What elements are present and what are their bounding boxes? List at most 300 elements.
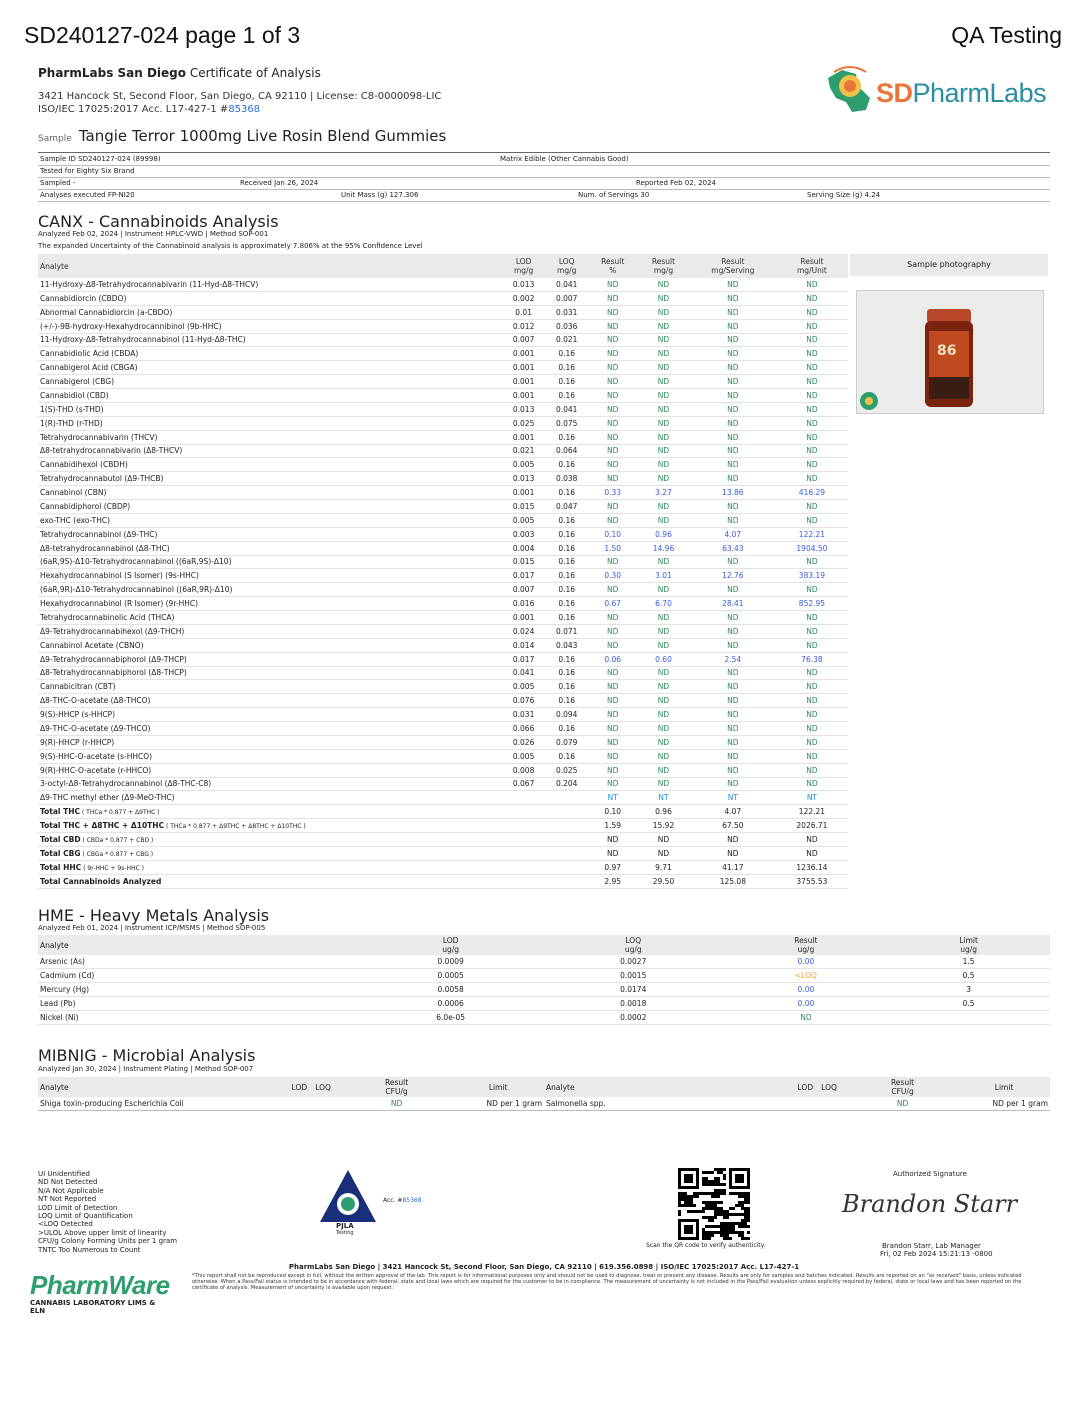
cell-value: ND (690, 680, 776, 694)
cell-value: ND (776, 777, 848, 791)
iso-line (38, 104, 260, 115)
cell-value: ND (690, 319, 776, 333)
total-name: Total THC (40, 807, 80, 817)
cell-value: 122.21 (776, 527, 848, 541)
cell-value: ND (690, 749, 776, 763)
analyte-name: Δ8-tetrahydrocannabivarin (Δ8-THCV) (38, 444, 502, 458)
cell-value: 0.014 (502, 638, 545, 652)
analyte-name: Cannabinol Acetate (CBNO) (38, 638, 502, 652)
analyte-name: Δ8-tetrahydrocannabinol (Δ8-THC) (38, 541, 502, 555)
hme-col-result: Result ug/g (725, 935, 888, 955)
cell-value: 0.16 (545, 694, 588, 708)
legend-item: N/A Not Applicable (38, 1186, 104, 1195)
total-formula: ( 9r-HHC + 9s-HHC ) (81, 864, 145, 872)
cell-value: ND (588, 777, 637, 791)
cell-value: ND (637, 555, 690, 569)
table-row (38, 527, 848, 541)
cell-value: 12.76 (690, 569, 776, 583)
cell-value: 0.013 (502, 472, 545, 486)
cell-value: 0.005 (502, 680, 545, 694)
cell-value: ND (588, 666, 637, 680)
analyte-name: Cannabidiol (CBD) (38, 389, 502, 403)
total-formula: ( CBDa * 0.877 + CBD ) (80, 836, 154, 844)
cell-value: ND (776, 361, 848, 375)
cell-value: 0.067 (502, 777, 545, 791)
cell-value: 0.021 (545, 333, 588, 347)
legend-item: NT Not Reported (38, 1195, 97, 1204)
hme-meta: Analyzed Feb 01, 2024 | Instrument ICP/MSMS | Method SOP-005 (38, 924, 266, 932)
cell-value: 0.16 (545, 652, 588, 666)
cell-value: 0.16 (545, 375, 588, 389)
hme-col-loq: LOQ ug/g (542, 935, 725, 955)
cell-value: 0.0002 (542, 1011, 725, 1025)
cell-value: ND (776, 430, 848, 444)
cell-value: 0.16 (545, 389, 588, 403)
acc-label: Acc. # (383, 1197, 403, 1204)
cell-value: 0.16 (545, 430, 588, 444)
sampled: Sampled - (40, 179, 76, 187)
cell-value: 0.013 (502, 278, 545, 291)
cell-value: 0.00 (725, 955, 888, 969)
cell-value: 852.95 (776, 597, 848, 611)
cell-value: 0.16 (545, 361, 588, 375)
table-row (38, 375, 848, 389)
cell-value: 0.0174 (542, 983, 725, 997)
cell-value: ND (637, 333, 690, 347)
total-row (38, 846, 848, 860)
analyte-name: exo-THC (exo-THC) (38, 513, 502, 527)
empty-cell (502, 819, 545, 833)
cell-value: 0.012 (502, 319, 545, 333)
pharmware-text: PharmWare (30, 1270, 170, 1300)
cell-value: 0.16 (545, 749, 588, 763)
cell-value: 0.96 (637, 527, 690, 541)
mib-result-2: ND (847, 1097, 958, 1111)
empty-cell (545, 833, 588, 847)
cell-value: 28.41 (690, 597, 776, 611)
table-row (38, 389, 848, 403)
cell-value: ND (588, 694, 637, 708)
mib-header-row (38, 1077, 1050, 1097)
analyte-name: 1(S)-THD (s-THD) (38, 402, 502, 416)
cell-value: ND (725, 1011, 888, 1025)
cell-value: ND (776, 694, 848, 708)
hme-col-lod: LOD ug/g (359, 935, 542, 955)
empty-cell (502, 833, 545, 847)
sample-id: Sample ID SD240127-024 (89998) (40, 155, 161, 163)
total-label (38, 833, 502, 847)
table-row (38, 569, 848, 583)
cell-value: ND (690, 666, 776, 680)
canx-title: CANX - Cannabinoids Analysis (38, 212, 279, 231)
cell-value: ND (776, 638, 848, 652)
cell-value: 1904.50 (776, 541, 848, 555)
cell-value: 2.54 (690, 652, 776, 666)
cell-value: ND (776, 583, 848, 597)
logo-pharmlabs: PharmLabs (912, 78, 1047, 108)
cell-value: ND (776, 708, 848, 722)
cell-value: <LOQ (725, 969, 888, 983)
canx-meta: Analyzed Feb 02, 2024 | Instrument HPLC-VWD | Method SOP-001 (38, 230, 269, 238)
legend-item: >ULOL Above upper limit of linearity (38, 1228, 167, 1237)
metal-name: Lead (Pb) (38, 997, 359, 1011)
cell-value: ND (588, 763, 637, 777)
cell-value: 0.008 (502, 763, 545, 777)
unit-mass: Unit Mass (g) 127.306 (341, 191, 419, 199)
cell-value: ND (588, 347, 637, 361)
cell-value: ND (637, 583, 690, 597)
table-row (38, 555, 848, 569)
cell-value: ND (776, 347, 848, 361)
analyte-name: (6aR,9S)-Δ10-Tetrahydrocannabinol ((6aR,9S)-Δ10) (38, 555, 502, 569)
sample-name: Tangie Terror 1000mg Live Rosin Blend Gummies (78, 127, 447, 145)
num-servings: Num. of Servings 30 (578, 191, 650, 199)
cell-value: 383.19 (776, 569, 848, 583)
lab-header (38, 66, 321, 80)
mib-limit-2: ND per 1 gram (958, 1097, 1050, 1111)
cell-value: 0.036 (545, 319, 588, 333)
col-result-unit: Result mg/Unit (776, 254, 848, 278)
cell-value: ND (588, 375, 637, 389)
total-value: 2026.71 (776, 819, 848, 833)
cell-value: 0.0009 (359, 955, 542, 969)
analyte-name: Δ9-THC methyl ether (Δ9-MeO-THC) (38, 791, 502, 805)
cell-value: 0.094 (545, 708, 588, 722)
cell-value: ND (588, 361, 637, 375)
total-value: 0.10 (588, 805, 637, 819)
col-result-serving: Result mg/Serving (690, 254, 776, 278)
cell-value: 0.075 (545, 416, 588, 430)
cell-value: ND (690, 333, 776, 347)
cell-value: ND (776, 513, 848, 527)
pharmware-logo (30, 1270, 170, 1315)
cell-value: ND (588, 278, 637, 291)
cell-value: 0.0006 (359, 997, 542, 1011)
microbial-table (38, 1077, 1050, 1111)
cell-value: ND (588, 555, 637, 569)
analyte-name: 11-Hydroxy-Δ8-Tetrahydrocannabivarin (11-Hyd-Δ8-THCV) (38, 278, 502, 291)
qr-code-icon (678, 1168, 750, 1240)
cell-value: 6.70 (637, 597, 690, 611)
cell-value: ND (637, 444, 690, 458)
legend-item: ND Not Detected (38, 1178, 98, 1187)
cell-value: ND (588, 708, 637, 722)
cell-value: 3.27 (637, 486, 690, 500)
total-name: Total CBD (40, 834, 81, 844)
cell-value: ND (637, 472, 690, 486)
empty-cell (545, 860, 588, 874)
iso-link[interactable]: 85368 (228, 104, 261, 115)
total-value: 0.97 (588, 860, 637, 874)
disclaimer: *This report shall not be reproduced except in full, without the written approval of the lab. This report is for informational purposes only and should not be used to diagnose, treat or prevent any disease. Results are only for samples and batches indicated. Results are reported on an "as received" basis, unless indicated otherwise. When a Pass/Fail status is intended to be in accordance with federal, state and local laws which are required for the customer to be in compliance. The measurement of uncertainty is not included in the Pass/Fail evaluation unless explicitly required by federal, state or local laws and has been reported on the certificate of analysis. Measurement of uncertainty is available upon request. (192, 1273, 1022, 1291)
cell-value: 0.16 (545, 611, 588, 625)
cell-value: ND (637, 305, 690, 319)
cell-value: ND (776, 624, 848, 638)
cell-value: ND (690, 402, 776, 416)
cell-value: ND (690, 583, 776, 597)
table-row (38, 694, 848, 708)
table-row (38, 749, 848, 763)
cell-value: 0.047 (545, 500, 588, 514)
cell-value: 0.0058 (359, 983, 542, 997)
total-value: ND (776, 833, 848, 847)
cell-value: ND (776, 680, 848, 694)
table-row (38, 333, 848, 347)
total-value: 15.92 (637, 819, 690, 833)
photo-header: Sample photography (850, 254, 1048, 276)
total-value: 0.96 (637, 805, 690, 819)
metal-name: Arsenic (As) (38, 955, 359, 969)
table-row (38, 708, 848, 722)
analyte-name: Cannabigerol (CBG) (38, 375, 502, 389)
total-label (38, 874, 502, 888)
total-value: 3755.53 (776, 874, 848, 888)
total-value: 1236.14 (776, 860, 848, 874)
cell-value: 0.031 (545, 305, 588, 319)
cell-value: 0.015 (502, 555, 545, 569)
total-value: 41.17 (690, 860, 776, 874)
analyte-name: 9(S)-HHC-O-acetate (s-HHCO) (38, 749, 502, 763)
cell-value: ND (637, 777, 690, 791)
cell-value: ND (637, 722, 690, 736)
page-id: SD240127-024 page 1 of 3 (24, 22, 301, 48)
cell-value: 3.01 (637, 569, 690, 583)
total-label (38, 860, 502, 874)
analyte-name: Cannabigerol Acid (CBGA) (38, 361, 502, 375)
table-row (38, 458, 848, 472)
cell-value: ND (588, 416, 637, 430)
mib-analyte-2: Salmonella spp. (544, 1097, 791, 1111)
cell-value: 0.026 (502, 735, 545, 749)
mib-lod (285, 1097, 313, 1111)
mib-meta: Analyzed Jan 30, 2024 | Instrument Plating | Method SOP-007 (38, 1065, 254, 1073)
cell-value (545, 791, 588, 805)
cell-value: ND (637, 347, 690, 361)
cell-value: ND (637, 375, 690, 389)
cell-value: 0.16 (545, 666, 588, 680)
sign-date: Fri, 02 Feb 2024 15:21:13 -0800 (880, 1250, 993, 1258)
total-row (38, 833, 848, 847)
svg-text:86: 86 (937, 343, 957, 359)
cell-value: ND (588, 389, 637, 403)
mib-col-result-2: Result CFU/g (847, 1077, 958, 1097)
empty-cell (502, 805, 545, 819)
canx-uncertainty: The expanded Uncertainty of the Cannabinoid analysis is approximately 7.806% at the 95% Confidence Level (38, 242, 423, 250)
cell-value: ND (776, 444, 848, 458)
cell-value: ND (690, 472, 776, 486)
pjla-triangle-icon (318, 1168, 378, 1224)
analyte-name: Tetrahydrocannabivarin (THCV) (38, 430, 502, 444)
table-row (38, 666, 848, 680)
cell-value: ND (690, 361, 776, 375)
cell-value: ND (776, 458, 848, 472)
cell-value: ND (588, 722, 637, 736)
cell-value: ND (637, 416, 690, 430)
metal-name: Mercury (Hg) (38, 983, 359, 997)
total-value: 29.50 (637, 874, 690, 888)
cell-value: 0.013 (502, 402, 545, 416)
cell-value: ND (776, 416, 848, 430)
cell-value: ND (776, 749, 848, 763)
legend-item: CFU/g Colony Forming Units per 1 gram (38, 1237, 178, 1246)
cell-value: ND (637, 278, 690, 291)
doc-type: Certificate of Analysis (189, 66, 321, 80)
cell-value: 0.024 (502, 624, 545, 638)
reported: Reported Feb 02, 2024 (636, 179, 716, 187)
cell-value: ND (690, 777, 776, 791)
total-row (38, 805, 848, 819)
cell-value: ND (690, 444, 776, 458)
cell-value: ND (588, 749, 637, 763)
total-value: 125.08 (690, 874, 776, 888)
analyte-name: Tetrahydrocannabinolic Acid (THCA) (38, 611, 502, 625)
analyte-name: 9(R)-HHC-O-acetate (r-HHCO) (38, 763, 502, 777)
table-row (38, 791, 848, 805)
cell-value: 0.10 (588, 527, 637, 541)
table-row (38, 997, 1050, 1011)
signature: Brandon Starr (842, 1190, 1018, 1218)
iso-prefix: ISO/IEC 17025:2017 Acc. L17-427-1 # (38, 104, 229, 115)
total-name: Total Cannabinoids Analyzed (40, 876, 162, 886)
total-name: Total THC + Δ8THC + Δ10THC (40, 821, 165, 831)
cell-value: 0.60 (637, 652, 690, 666)
legend-item: UI Unidentified (38, 1170, 90, 1178)
cell-value: 0.066 (502, 722, 545, 736)
table-row (38, 500, 848, 514)
table-row (38, 319, 848, 333)
analyte-name: Cannabidiorcin (CBDO) (38, 291, 502, 305)
cell-value: 0.031 (502, 708, 545, 722)
received: Received Jan 26, 2024 (240, 179, 319, 187)
cell-value: ND (637, 680, 690, 694)
cell-value: ND (637, 513, 690, 527)
total-formula: ( CBGa * 0.877 + CBG ) (80, 850, 154, 858)
cell-value: ND (690, 291, 776, 305)
sample-title (38, 126, 446, 145)
cell-value: ND (776, 278, 848, 291)
lab-name: PharmLabs San Diego (38, 66, 187, 80)
logo-sd: SD (876, 78, 913, 108)
cell-value: 0.16 (545, 458, 588, 472)
total-name: Total CBG (40, 848, 81, 858)
cell-value: ND (637, 361, 690, 375)
sample-photo (856, 290, 1044, 414)
matrix: Matrix Edible (Other Cannabis Good) (500, 155, 629, 163)
cell-value: ND (690, 611, 776, 625)
analyte-name: 1(R)-THD (r-THD) (38, 416, 502, 430)
cell-value: ND (690, 624, 776, 638)
cell-value: ND (776, 500, 848, 514)
cell-value: ND (776, 555, 848, 569)
cell-value: ND (588, 305, 637, 319)
cell-value: NT (588, 791, 637, 805)
total-value: 67.50 (690, 819, 776, 833)
col-result-pct: Result % (588, 254, 637, 278)
cell-value: 0.01 (502, 305, 545, 319)
cell-value: 0.001 (502, 611, 545, 625)
legend-item: <LOQ Detected (38, 1220, 93, 1229)
heavy-metals-table (38, 935, 1050, 1025)
table-row (38, 969, 1050, 983)
cell-value: ND (776, 319, 848, 333)
cell-value: 0.16 (545, 722, 588, 736)
cell-value: ND (690, 500, 776, 514)
analyte-name: Cannabidihexol (CBDH) (38, 458, 502, 472)
cell-value: ND (637, 500, 690, 514)
gummy-jar-icon (857, 291, 1043, 413)
cell-value: ND (776, 375, 848, 389)
cell-value: 0.0005 (359, 969, 542, 983)
cell-value: 76.38 (776, 652, 848, 666)
qr-code[interactable] (678, 1168, 750, 1240)
cell-value: ND (637, 666, 690, 680)
acc-line (383, 1197, 422, 1204)
cell-value: ND (690, 430, 776, 444)
total-value: 9.71 (637, 860, 690, 874)
cell-value: 13.86 (690, 486, 776, 500)
cell-value: 0.002 (502, 291, 545, 305)
cell-value: ND (637, 402, 690, 416)
cell-value: ND (690, 638, 776, 652)
cell-value: NT (637, 791, 690, 805)
empty-cell (502, 860, 545, 874)
sdpharmlabs-logo (822, 64, 1052, 116)
cell-value: 0.005 (502, 513, 545, 527)
analyte-name: Cannabinol (CBN) (38, 486, 502, 500)
cell-value: ND (637, 624, 690, 638)
cell-value: 0.016 (502, 597, 545, 611)
table-row (38, 430, 848, 444)
cell-value: 416.29 (776, 486, 848, 500)
acc-link[interactable]: 85368 (402, 1197, 422, 1204)
analyte-name: Hexahydrocannabinol (R Isomer) (9r-HHC) (38, 597, 502, 611)
cell-value: 0.001 (502, 375, 545, 389)
pharmware-sub: CANNABIS LABORATORY LIMS & ELN (30, 1299, 156, 1315)
total-value: ND (637, 846, 690, 860)
mib-loq-2 (819, 1097, 847, 1111)
table-row (38, 402, 848, 416)
cell-value: 63.43 (690, 541, 776, 555)
total-value: ND (690, 833, 776, 847)
cell-value: ND (588, 500, 637, 514)
cell-value: ND (637, 694, 690, 708)
total-row (38, 860, 848, 874)
mib-col-limit-2: Limit (958, 1077, 1050, 1097)
legend-item: LOQ Limit of Quantification (38, 1212, 133, 1221)
cell-value: NT (690, 791, 776, 805)
cell-value: 0.017 (502, 569, 545, 583)
empty-cell (545, 846, 588, 860)
cell-value: 0.038 (545, 472, 588, 486)
analyte-name: 9(R)-HHCP (r-HHCP) (38, 735, 502, 749)
cell-value: 0.67 (588, 597, 637, 611)
analyte-name: Δ9-THC-O-acetate (Δ9-THCO) (38, 722, 502, 736)
legend (38, 1170, 177, 1254)
total-value: 122.21 (776, 805, 848, 819)
hme-title: HME - Heavy Metals Analysis (38, 906, 270, 925)
cell-value: ND (588, 624, 637, 638)
analyte-name: 3-octyl-Δ8-Tetrahydrocannabinol (Δ8-THC-C8) (38, 777, 502, 791)
cell-value: 0.16 (545, 486, 588, 500)
cell-value: 0.041 (545, 278, 588, 291)
cell-value: 0.30 (588, 569, 637, 583)
cell-value: ND (588, 319, 637, 333)
cell-value: 0.16 (545, 347, 588, 361)
table-row (38, 472, 848, 486)
analyte-name: Cannabidiphorol (CBDP) (38, 500, 502, 514)
cell-value: 3 (887, 983, 1050, 997)
cell-value: ND (637, 458, 690, 472)
